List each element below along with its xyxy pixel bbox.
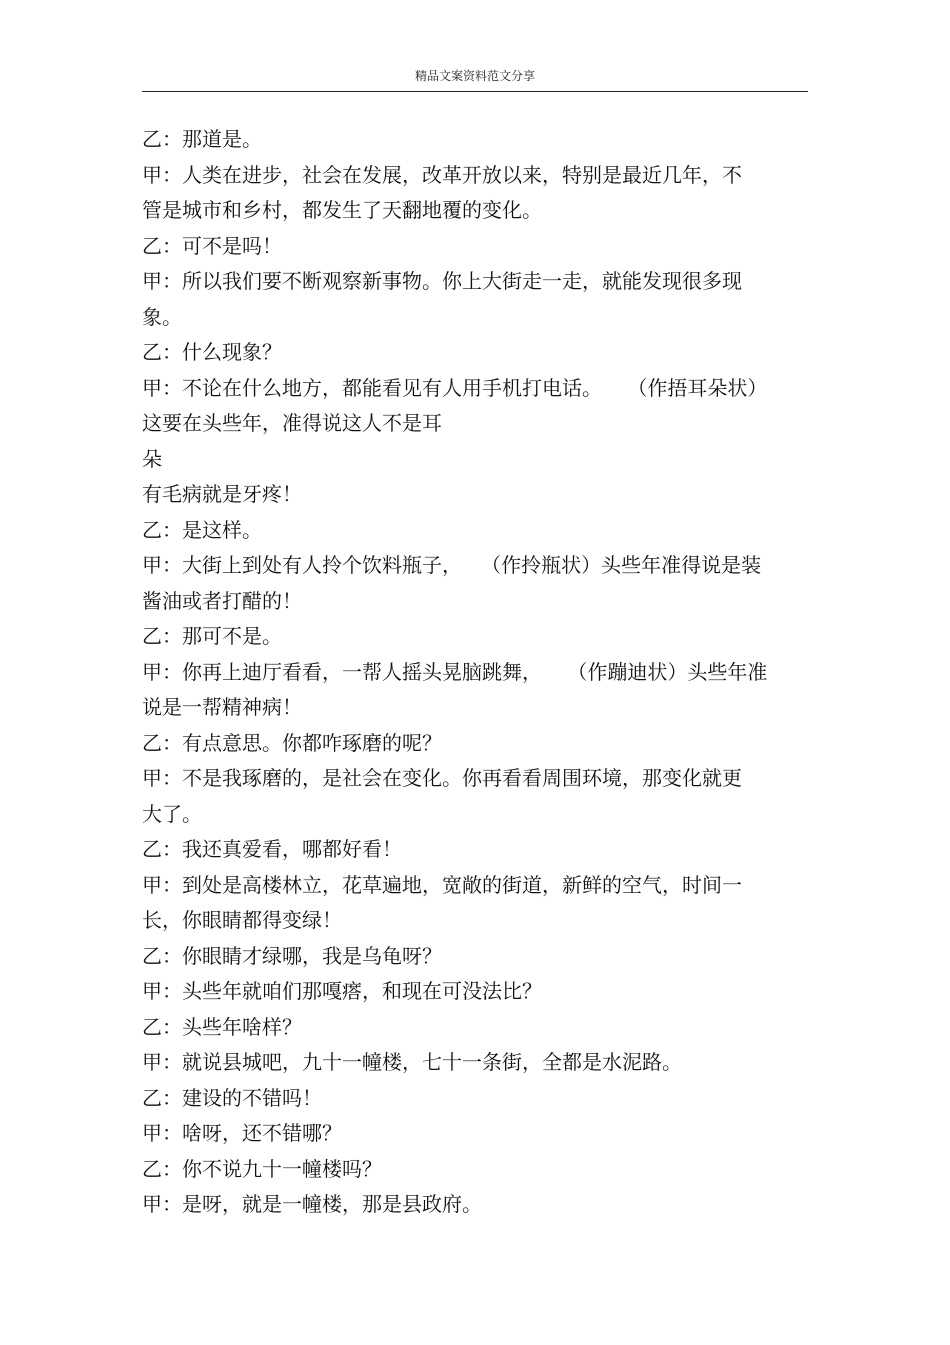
page-header-title: 精品文案资料范文分享: [414, 69, 535, 83]
document-body: [142, 122, 808, 1223]
text-line: 甲：到处是高楼林立，花草遍地，宽敞的街道，新鲜的空气，时间一: [142, 872, 742, 897]
text-line: 甲：是呀，就是一幢楼，那是县政府。: [142, 1192, 482, 1216]
text-line: 甲：你再上迪厅看看，一帮人摇头晃脑跳舞， （作蹦迪状）头些年准: [142, 659, 768, 684]
text-line: 甲：不论在什么地方，都能看见有人用手机打电话。 （作捂耳朵状）: [142, 375, 768, 400]
text-line: 甲：大街上到处有人拎个饮料瓶子， （作拎瓶状）头些年准得说是装: [142, 553, 762, 577]
header-divider: [142, 91, 808, 92]
text-line: 甲：头些年就咱们那嘎瘩，和现在可没法比？: [142, 979, 542, 1003]
text-line: 乙：你眼睛才绿哪，我是乌龟呀？: [142, 943, 442, 968]
text-line: 大了。: [142, 801, 202, 826]
text-line: 管是城市和乡村，都发生了天翻地覆的变化。: [142, 198, 542, 222]
text-line: 乙：什么现象？: [142, 340, 282, 364]
text-line: 象。: [142, 304, 182, 329]
text-line: 酱油或者打醋的！: [142, 588, 302, 613]
text-line: 乙：建设的不错吗！: [142, 1085, 322, 1110]
text-line: 乙：你不说九十一幢楼吗？: [142, 1156, 382, 1181]
text-line: 乙：那道是。: [142, 127, 262, 151]
text-line: 长，你眼睛都得变绿！: [142, 908, 342, 932]
text-line: 乙：是这样。: [142, 517, 262, 542]
text-line: 乙：有点意思。你都咋琢磨的呢？: [142, 730, 442, 755]
text-line: 甲：所以我们要不断观察新事物。你上大街走一走，就能发现很多现: [142, 269, 742, 293]
text-line: 这要在头些年，准得说这人不是耳: [142, 411, 442, 435]
text-line: 甲：不是我琢磨的，是社会在变化。你再看看周围环境，那变化就更: [142, 766, 742, 790]
text-line: 乙：头些年啥样？: [142, 1014, 302, 1039]
text-line: 甲：啥呀，还不错哪？: [142, 1121, 342, 1145]
text-line: 甲：人类在进步，社会在发展，改革开放以来，特别是最近几年，不: [142, 162, 742, 187]
text-line: 乙：我还真爱看，哪都好看！: [142, 837, 402, 861]
text-line: 朵: [142, 446, 162, 471]
text-line: 乙：可不是吗！: [142, 233, 282, 258]
text-line: 甲：就说县城吧，九十一幢楼，七十一条街，全都是水泥路。: [142, 1050, 682, 1074]
text-line: 说是一帮精神病！: [142, 695, 302, 719]
text-line: 乙：那可不是。: [142, 624, 282, 648]
text-line: 有毛病就是牙疼！: [142, 482, 302, 506]
